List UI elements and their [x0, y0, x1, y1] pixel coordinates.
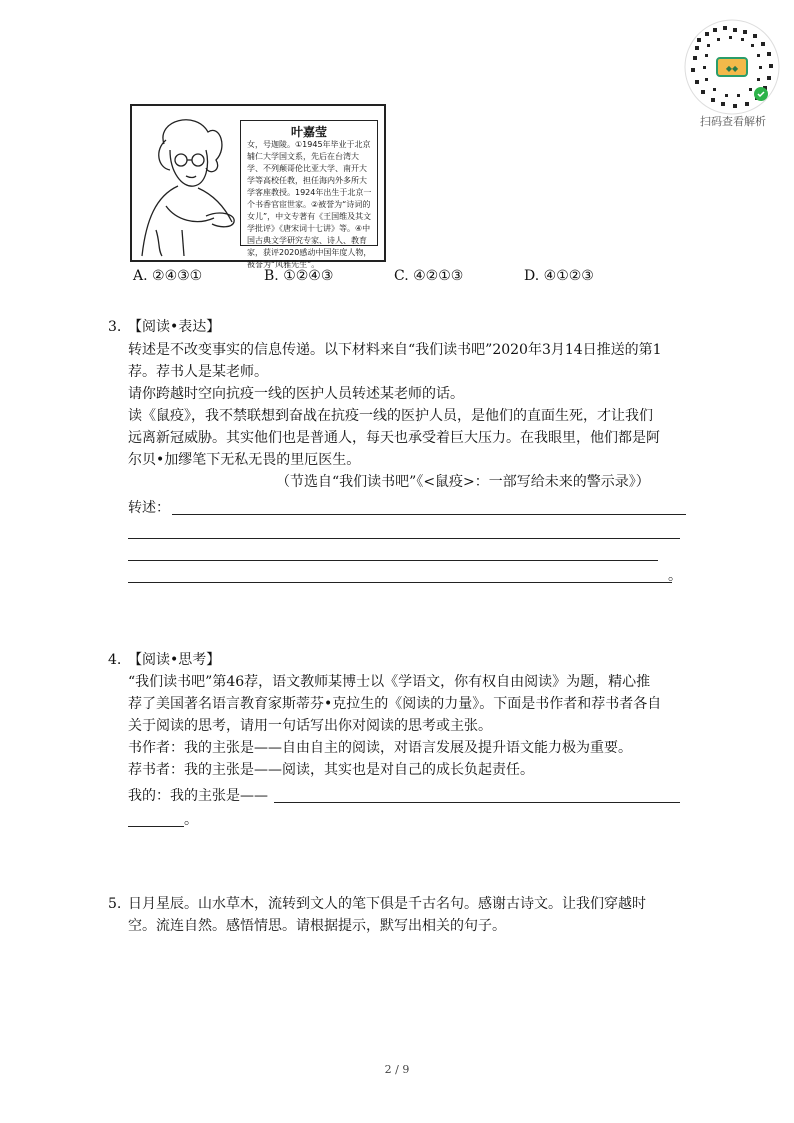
q3-line-3: 请你跨越时空向抗疫一线的医护人员转述某老师的话。	[128, 386, 464, 402]
q3-answer-line-2[interactable]	[128, 538, 680, 539]
q5-number: 5.	[108, 896, 122, 912]
qr-code-icon[interactable]	[683, 18, 781, 116]
q4-line-2: 荐了美国著名语言教育家斯蒂芬•克拉生的《阅读的力量》。下面是书作者和荐书者各自	[128, 696, 662, 712]
q3-line-4: 读《鼠疫》，我不禁联想到奋战在抗疫一线的医护人员，是他们的直面生死，才让我们	[128, 408, 653, 424]
q5-line-1: 日月星辰。山水草木，流转到文人的笔下俱是千古名句。感谢古诗文。让我们穿越时	[128, 896, 646, 912]
q3-source: （节选自“我们读书吧”《<鼠疫>：一部写给未来的警示录》）	[276, 474, 650, 490]
q4-answer-line-1[interactable]	[274, 802, 680, 803]
option-c[interactable]: C. ④②①③	[394, 268, 464, 284]
q4-heading: 【阅读•思考】	[128, 652, 221, 668]
q5-line-2: 空。流连自然。感悟情思。请根据提示，默写出相关的句子。	[128, 918, 506, 934]
q4-answer-label: 我的：我的主张是——	[128, 788, 268, 804]
q4-line-1: “我们读书吧”第46荐，语文教师某博士以《学语文，你有权自由阅读》为题，精心推	[128, 674, 651, 690]
bio-card-text: 女，号迦陵。①1945年毕业于北京辅仁大学国文系，先后在台湾大学、不列颠哥伦比亚大学、南开大学等高校任教，担任海内外多所大学客座教授。1924年出生于北京一个书香官宦世家。②被誉为“诗词的女儿”，中文专著有《王国维及其文学批评》《唐宋词十七讲》等。④中国古典文学研究专家、诗人、教育家，获评2020感动中国年度人物，被誉为“风雅先生”。	[247, 140, 372, 269]
q4-end-mark: 。	[184, 812, 198, 828]
q3-answer-line-4[interactable]	[128, 582, 672, 583]
option-d[interactable]: D. ④①②③	[524, 268, 594, 284]
q3-line-2: 荐。荐书人是某老师。	[128, 364, 268, 380]
option-b[interactable]: B. ①②④③	[264, 268, 334, 284]
option-a[interactable]: A. ②④③①	[133, 268, 203, 284]
q3-number: 3.	[108, 319, 122, 335]
q3-answer-line-3[interactable]	[128, 560, 658, 561]
q3-line-6: 尔贝•加缪笔下无私无畏的里厄医生。	[128, 452, 361, 468]
q4-line-5: 荐书者：我的主张是——阅读，其实也是对自己的成长负起责任。	[128, 762, 534, 778]
page-number: 2 / 9	[384, 1063, 410, 1076]
q4-number: 4.	[108, 652, 122, 668]
q3-heading: 【阅读•表达】	[128, 319, 221, 335]
q3-answer-line-1[interactable]	[172, 514, 686, 515]
q4-line-3: 关于阅读的思考，请用一句话写出你对阅读的思考或主张。	[128, 718, 492, 734]
q3-line-1: 转述是不改变事实的信息传递。以下材料来自“我们读书吧”2020年3月14日推送的第1	[128, 342, 662, 358]
q3-line-5: 远离新冠威胁。其实他们也是普通人，每天也承受着巨大压力。在我眼里，他们都是阿	[128, 430, 660, 446]
qr-caption: 扫码查看解析	[700, 115, 766, 128]
q4-line-4: 书作者：我的主张是——自由自主的阅读，对语言发展及提升语文能力极为重要。	[128, 740, 632, 756]
portrait-illustration	[130, 104, 386, 269]
q3-answer-label: 转述：	[128, 500, 170, 516]
bio-card-title: 叶嘉莹	[290, 125, 327, 139]
portrait-sketch-icon	[136, 110, 240, 258]
svg-text:◆◆: ◆◆	[725, 64, 739, 73]
bio-card	[240, 120, 378, 269]
q3-end-mark: 。	[668, 568, 682, 584]
q4-answer-line-2[interactable]	[128, 826, 184, 827]
